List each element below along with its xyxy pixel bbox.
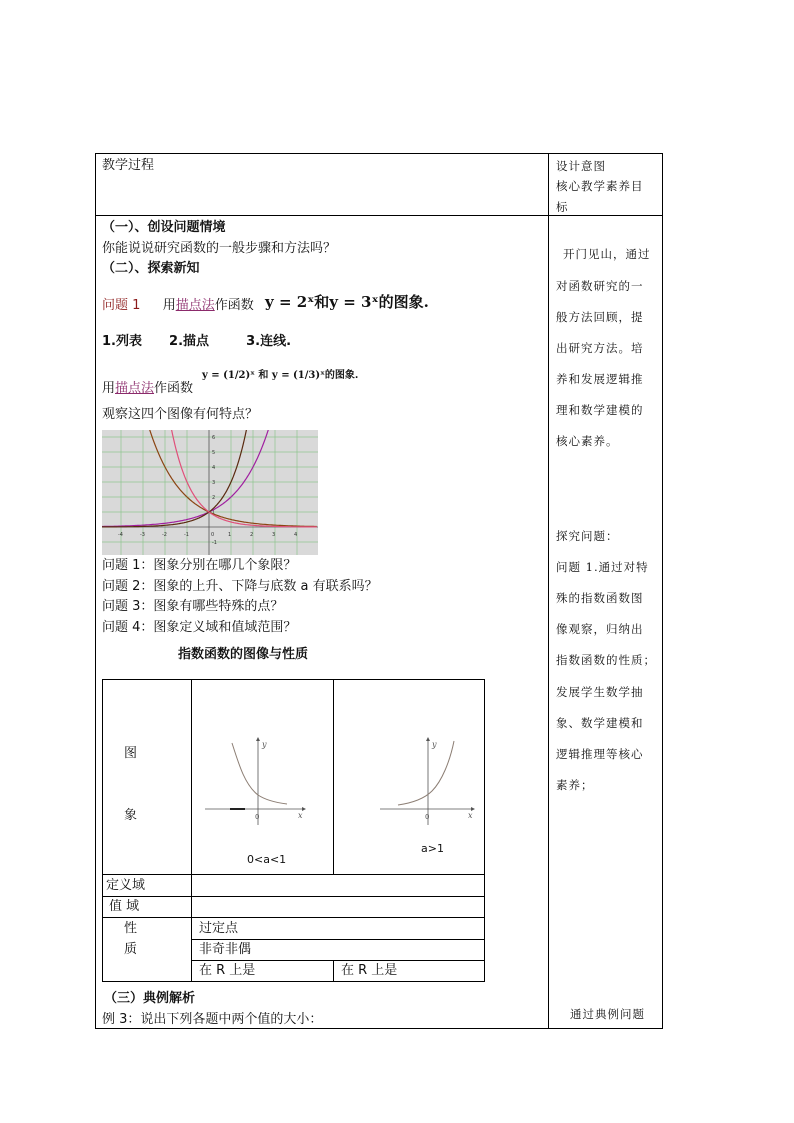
section3-title: （三）典例解析 [104, 991, 196, 1006]
step-3: 3.连线. [246, 334, 292, 349]
property-table-title: 指数函数的图像与性质 [178, 647, 309, 662]
x-tick-label: -3 [140, 532, 145, 538]
question-1: 问题 1：图象分别在哪几个象限？ [102, 558, 297, 573]
x-tick-label: 0 [211, 532, 215, 538]
problem1-label: 问题 1 [102, 298, 141, 313]
side-intro-2: 对函数研究的一 [556, 279, 644, 293]
graph-increasing [380, 735, 480, 825]
pt-range-label: 值 域 [109, 899, 140, 914]
section2-title: （二）、探索新知 [102, 261, 200, 276]
header-core-literacy: 核心教学素养目 [556, 179, 644, 193]
graph-background [102, 430, 318, 555]
pt-top [102, 679, 485, 680]
pt-col2-top [333, 679, 334, 875]
inc-y-label: y [432, 740, 437, 749]
pt-row2-bottom [102, 896, 485, 897]
table-border-bottom [95, 1028, 663, 1029]
problem1-formula: y = 2ˣ和y = 3ˣ的图象. [265, 293, 429, 311]
pt-row4-bottom [191, 939, 485, 940]
y-tick-label: 4 [212, 465, 216, 471]
problem2-method-link[interactable]: 描点法 [115, 381, 155, 396]
section1-title: （一）、创设问题情境 [102, 220, 226, 235]
formula-third: y = (1/3)ˣ [271, 370, 325, 381]
dec-x-label: x [298, 811, 303, 820]
pt-prop-label-1: 性 [124, 921, 138, 936]
problem1-rest: 作函数 [214, 298, 254, 313]
formula-tail: 的图象. [324, 370, 359, 381]
x-tick-label: 3 [272, 532, 276, 538]
pt-parity: 非奇非偶 [199, 942, 252, 957]
side-explore-9: 素养； [556, 778, 594, 792]
problem1-line [102, 298, 254, 314]
pt-bottom [102, 981, 485, 982]
side-explore-4: 像观察，归纳出 [556, 622, 644, 636]
header-goal: 标 [556, 200, 569, 214]
side-intro-1: 开门见山，通过 [563, 247, 651, 261]
side-intro-7: 核心素养。 [556, 434, 619, 448]
exponential-graph [102, 430, 318, 555]
problem1-method-link[interactable]: 描点法 [175, 298, 215, 313]
x-tick-label: 1 [228, 532, 232, 538]
side-explore-3: 殊的指数函数图 [556, 591, 644, 605]
example3: 例 3：说出下列各题中两个值的大小： [102, 1012, 323, 1027]
dec-y-label: y [262, 740, 267, 749]
pt-caption-left: 0<a<1 [247, 853, 287, 866]
inc-origin-label: 0 [425, 813, 430, 821]
x-tick-label: -1 [184, 532, 189, 538]
table-border-left [95, 153, 96, 1029]
pt-left [102, 679, 103, 982]
inc-curve [398, 741, 454, 805]
pt-monotone-right: 在 R 上是 [341, 963, 398, 978]
side-intro-6: 理和数学建模的 [556, 403, 644, 417]
dec-y-arrow [256, 737, 260, 741]
side-explore-2: 问题 1.通过对特 [556, 560, 649, 574]
graph-decreasing [205, 735, 310, 825]
side-explore-7: 象、数学建模和 [556, 716, 644, 730]
table-border-top [95, 153, 663, 154]
side-intro-3: 般方法回顾，提 [556, 310, 644, 324]
formula-and: 和 [258, 370, 269, 381]
inc-y-arrow [426, 737, 430, 741]
observe-question: 观察这四个图像有何特点？ [102, 407, 259, 422]
side-intro-5: 养和发展逻辑推 [556, 372, 644, 386]
problem2-line [102, 381, 193, 397]
pt-row3-bottom [102, 917, 485, 918]
y-tick-label: 1 [212, 510, 216, 516]
header-design-intent: 设计意图 [556, 159, 606, 173]
pt-fixed-point: 过定点 [199, 921, 239, 936]
section1-question: 你能说说研究函数的一般步骤和方法吗？ [102, 241, 337, 256]
y-tick-label: 5 [212, 450, 216, 456]
step-list [102, 334, 291, 350]
problem1-use: 用 [162, 298, 176, 313]
problem2-use: 用 [102, 381, 116, 396]
table-border-right [662, 153, 663, 1029]
dec-x-arrow [302, 807, 306, 811]
y-tick-label: 6 [212, 435, 216, 441]
y-tick-label: 2 [212, 495, 216, 501]
dec-curve [232, 743, 287, 804]
question-3: 问题 3：图象有哪些特殊的点？ [102, 599, 284, 614]
pt-row1-bottom [102, 874, 485, 875]
pt-caption-right: a>1 [421, 842, 444, 855]
table-border-middle [548, 153, 549, 1029]
x-tick-label: 2 [250, 532, 254, 538]
side-intro-4: 出研究方法。培 [556, 341, 644, 355]
pt-col2-bottom [333, 960, 334, 982]
side-explore-5: 指数函数的性质； [556, 653, 656, 667]
pt-row5-bottom [191, 960, 485, 961]
y-tick-label: 3 [212, 480, 216, 486]
pt-image-label-1: 图 [124, 746, 138, 761]
header-teaching-process: 教学过程 [102, 158, 155, 173]
side-bottom: 通过典例问题 [570, 1007, 645, 1021]
pt-image-label-2: 象 [124, 808, 138, 823]
pt-monotone-left: 在 R 上是 [199, 963, 256, 978]
side-explore-8: 逻辑推理等核心 [556, 747, 644, 761]
side-explore-1: 探究问题： [556, 529, 619, 543]
pt-right [484, 679, 485, 982]
inc-x-label: x [468, 811, 473, 820]
x-tick-label: -2 [162, 532, 167, 538]
y-tick-label: -1 [212, 540, 217, 546]
problem2-formula [202, 368, 358, 384]
pt-domain-label: 定义域 [106, 878, 146, 893]
step-1: 1.列表 [102, 334, 142, 349]
problem2-rest: 作函数 [154, 381, 194, 396]
x-tick-label: -4 [118, 532, 123, 538]
table-border-header-bottom [95, 215, 663, 216]
x-tick-label: 4 [294, 532, 298, 538]
side-explore-6: 发展学生数学抽 [556, 685, 644, 699]
question-2: 问题 2：图象的上升、下降与底数 a 有联系吗？ [102, 579, 378, 594]
step-2: 2.描点 [169, 334, 210, 349]
pt-col1 [191, 679, 192, 982]
question-4: 问题 4：图象定义域和值域范围？ [102, 620, 297, 635]
pt-prop-label-2: 质 [124, 942, 138, 957]
dec-origin-label: 0 [255, 813, 260, 821]
formula-half: y = (1/2)ˣ [202, 370, 255, 381]
